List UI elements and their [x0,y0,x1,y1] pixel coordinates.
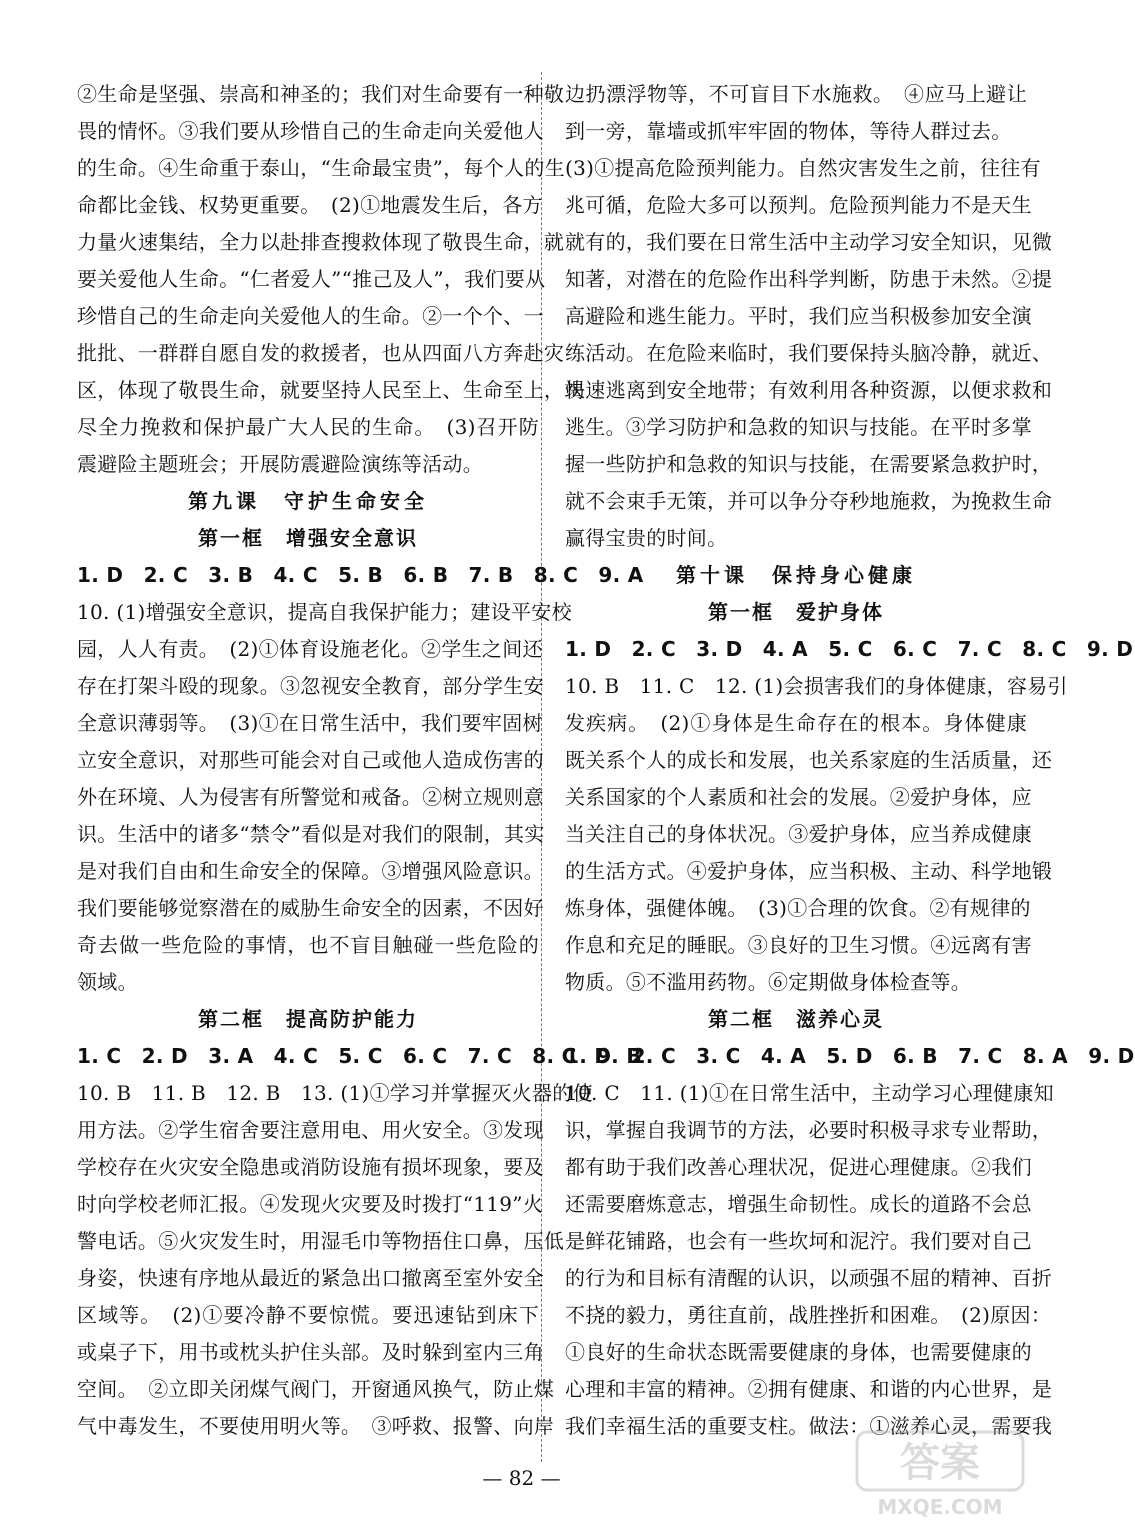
text-line: 的生活方式。④爱护身体，应当积极、主动、科学地锻 [565,859,1053,883]
text-line: 到一旁，靠墙或抓牢牢固的物体，等待人群过去。 [565,119,1012,143]
text-line: 是鲜花铺路，也会有一些坎坷和泥泞。我们要对自己 [565,1229,1032,1253]
right-column [565,76,1135,1445]
svg-text:MXQE.COM: MXQE.COM [877,1495,1003,1519]
text-line: 是对我们自由和生命安全的保障。③增强风险意识。 [77,859,544,883]
left-column [77,76,644,1445]
section-heading: 第二框 提高防护能力 [198,1007,418,1031]
text-line: 10. (1)增强安全意识，提高自我保护能力；建设平安校 [77,600,572,624]
watermark-logo [855,1430,1025,1522]
section-heading: 第一框 爱护身体 [708,600,884,624]
text-line: 兆可循，危险大多可以预判。危险预判能力不是天生 [565,193,1032,217]
text-line: 外在环境、人为侵害有所警觉和戒备。②树立规则意 [77,785,544,809]
text-line: (3)①提高危险预判能力。自然灾害发生之前，往往有 [565,156,1041,180]
text-line: 赢得宝贵的时间。 [565,526,728,550]
text-line: 全意识薄弱等。 (3)①在日常生活中，我们要牢固树 [77,711,543,735]
text-line: 不挠的毅力，勇往直前，战胜挫折和困难。 (2)原因： [565,1303,1052,1327]
text-line: 畏的情怀。③我们要从珍惜自己的生命走向关爱他人 [77,119,544,143]
text-line: 识，掌握自我调节的方法，必要时积极寻求专业帮助， [565,1118,1053,1142]
text-line: 10. C 11. (1)①在日常生活中，主动学习心理健康知 [565,1081,1054,1105]
page-number: — 82 — [482,1466,561,1490]
text-line: 练活动。在危险来临时，我们要保持头脑冷静，就近、 [565,341,1053,365]
text-line: 的生命。④生命重于泰山，“生命最宝贵”，每个人的生 [77,156,565,180]
text-line: 10. B 11. B 12. B 13. (1)①学习并掌握灭火器的使 [77,1081,593,1105]
text-line: 逃生。③学习防护和急救的知识与技能。在平时多掌 [565,415,1032,439]
svg-text:答案: 答案 [900,1440,980,1486]
text-line: 批批、一群群自愿自发的救援者，也从四面八方奔赴灾 [77,341,565,365]
text-line: 还需要磨炼意志，增强生命韧性。成长的道路不会总 [565,1192,1032,1216]
text-line: 尽全力挽救和保护最广大人民的生命。 (3)召开防 [77,415,539,439]
text-line: 都有助于我们改善心理状况，促进心理健康。②我们 [565,1155,1032,1179]
text-line: 震避险主题班会；开展防震避险演练等活动。 [77,452,483,476]
text-line: 我们幸福生活的重要支柱。做法：①滋养心灵，需要我 [565,1414,1053,1438]
text-line: 身姿，快速有序地从最近的紧急出口撤离至室外安全 [77,1266,544,1290]
answer-key-line: 1. D 2. C 3. D 4. A 5. C 6. C 7. C 8. C 9. D [565,637,1134,661]
text-line: 警电话。⑤火灾发生时，用湿毛巾等物捂住口鼻，压低 [77,1229,565,1253]
text-line: 存在打架斗殴的现象。③忽视安全教育，部分学生安 [77,674,544,698]
text-line: 既关系个人的成长和发展，也关系家庭的生活质量，还 [565,748,1053,772]
text-line: ①良好的生命状态既需要健康的身体，也需要健康的 [565,1340,1032,1364]
text-line: 关系国家的个人素质和社会的发展。②爱护身体，应 [565,785,1032,809]
lesson-heading: 第十课 保持身心健康 [676,563,916,587]
text-line: 作息和充足的睡眠。③良好的卫生习惯。④远离有害 [565,933,1032,957]
text-line: 领域。 [77,970,138,994]
text-line: 高避险和逃生能力。平时，我们应当积极参加安全演 [565,304,1032,328]
text-line: ②生命是坚强、崇高和神圣的；我们对生命要有一种敬 [77,82,565,106]
section-heading: 第二框 滋养心灵 [708,1007,884,1031]
text-line: 学校存在火灾安全隐患或消防设施有损坏现象，要及 [77,1155,544,1179]
text-line: 的行为和目标有清醒的认识，以顽强不屈的精神、百折 [565,1266,1053,1290]
text-line: 时向学校老师汇报。④发现火灾要及时拨打“119”火 [77,1192,544,1216]
answer-key-line: 1. D 2. C 3. C 4. A 5. D 6. B 7. C 8. A 9. D [565,1044,1135,1068]
text-line: 识。生活中的诸多“禁令”看似是对我们的限制，其实 [77,822,545,846]
text-line: 发疾病。 (2)①身体是生命存在的根本。身体健康 [565,711,1027,735]
text-line: 园，人人有责。 (2)①体育设施老化。②学生之间还 [77,637,543,661]
text-line: 奇去做一些危险的事情，也不盲目触碰一些危险的 [77,933,539,957]
text-line: 就不会束手无策，并可以争分夺秒地施救，为挽救生命 [565,489,1053,513]
text-line: 知著，对潜在的危险作出科学判断，防患于未然。②提 [565,267,1053,291]
section-heading: 第一框 增强安全意识 [198,526,418,550]
text-line: 气中毒发生，不要使用明火等。 ③呼救、报警、向岸 [77,1414,555,1438]
text-line: 就有的，我们要在日常生活中主动学习安全知识，见微 [565,230,1053,254]
text-line: 快速逃离到安全地带；有效利用各种资源，以便求救和 [565,378,1053,402]
text-line: 边扔漂浮物等，不可盲目下水施救。 ④应马上避让 [565,82,1027,106]
text-line: 立安全意识，对那些可能会对自己或他人造成伤害的 [77,748,544,772]
text-line: 用方法。②学生宿舍要注意用电、用火安全。③发现 [77,1118,544,1142]
text-line: 要关爱他人生命。“仁者爱人”“推己及人”，我们要从 [77,267,546,291]
text-line: 区，体现了敬畏生命，就要坚持人民至上、生命至上，竭 [77,378,585,402]
text-line: 当关注自己的身体状况。③爱护身体，应当养成健康 [565,822,1032,846]
text-line: 我们要能够觉察潜在的威胁生命安全的因素，不因好 [77,896,544,920]
text-line: 10. B 11. C 12. (1)会损害我们的身体健康，容易引 [565,674,1068,698]
text-line: 炼身体，强健体魄。 (3)①合理的饮食。②有规律的 [565,896,1031,920]
text-line: 区域等。 (2)①要冷静不要惊慌。要迅速钻到床下 [77,1303,539,1327]
answer-key-line: 1. C 2. D 3. A 4. C 5. C 6. C 7. C 8. C 9. B [77,1044,642,1068]
lesson-heading: 第九课 守护生命安全 [188,489,428,513]
text-line: 握一些防护和急救的知识与技能，在需要紧急救护时， [565,452,1053,476]
text-line: 空间。 ②立即关闭煤气阀门，开窗通风换气，防止煤 [77,1377,555,1401]
text-line: 命都比金钱、权势更重要。 (2)①地震发生后，各方 [77,193,543,217]
text-line: 珍惜自己的生命走向关爱他人的生命。②一个个、一 [77,304,544,328]
text-line: 物质。⑤不滥用药物。⑥定期做身体检查等。 [565,970,971,994]
text-line: 力量火速集结，全力以赴排查搜救体现了敬畏生命，就 [77,230,565,254]
text-line: 心理和丰富的精神。②拥有健康、和谐的内心世界，是 [565,1377,1053,1401]
text-line: 或桌子下，用书或枕头护住头部。及时躲到室内三角 [77,1340,544,1364]
answer-key-line: 1. D 2. C 3. B 4. C 5. B 6. B 7. B 8. C 9. A [77,563,644,587]
